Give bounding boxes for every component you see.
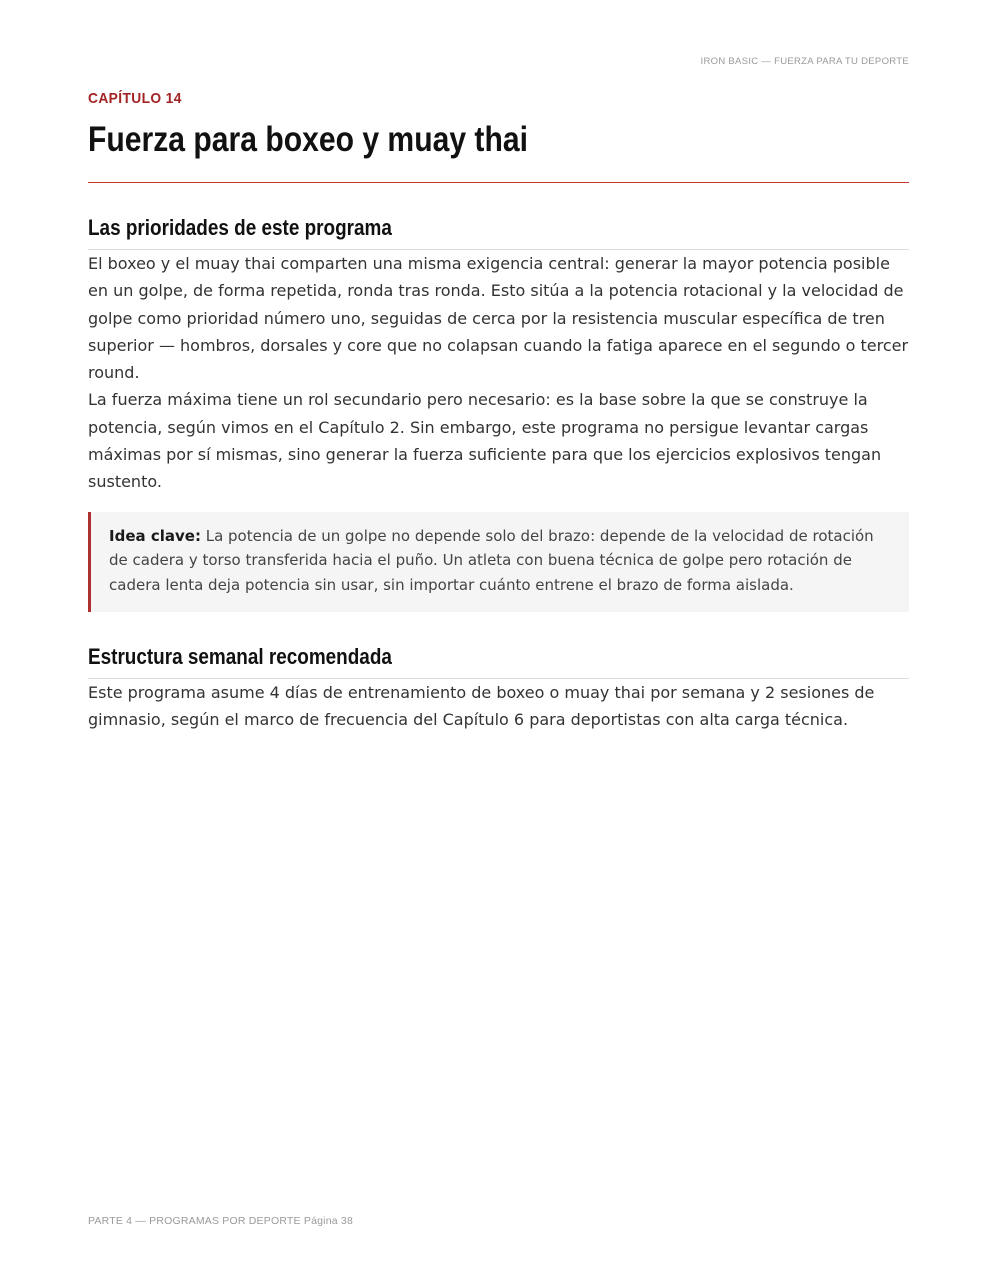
page-number: 38 (340, 1215, 353, 1227)
page-content (88, 88, 909, 734)
section-priorities (88, 213, 909, 612)
footer-part: PARTE 4 — PROGRAMAS POR DEPORTE (88, 1215, 301, 1227)
page-footer (88, 1215, 353, 1227)
callout-body: La potencia de un golpe no depende solo del brazo: depende de la velocidad de rotación de cadera y torso transferida hacia el puño. Un atleta con buena técnica de golpe pero rotación de cadera lenta deja potencia sin usar, sin importar cuánto entrene el brazo de forma aislada. (109, 526, 874, 594)
footer-page-label: Página (303, 1215, 338, 1227)
section-heading: Las prioridades de este programa (88, 215, 392, 240)
callout-text (109, 524, 887, 598)
body-paragraph: Este programa asume 4 días de entrenamiento de boxeo o muay thai por semana y 2 sesiones de gimnasio, según el marco de frecuencia del Capítulo 6 para deportistas con alta carga técnica. (88, 683, 875, 730)
key-idea-callout (88, 512, 909, 613)
title-divider (88, 182, 909, 183)
section-heading: Estructura semanal recomendada (88, 644, 392, 670)
callout-lead: Idea clave: (109, 526, 201, 545)
body-paragraph: La fuerza máxima tiene un rol secundario pero necesario: es la base sobre la que se construye la potencia, según vimos en el Capítulo 2. Sin embargo, este programa no persigue levantar cargas máximas por sí mismas, sino generar la fuerza suficiente para que los ejercicios explosivos tengan sustento. (88, 390, 882, 492)
body-paragraph: El boxeo y el muay thai comparten una misma exigencia central: generar la mayor potencia posible en un golpe, de forma repetida, ronda tras ronda. Esto sitúa a la potencia rotacional y la velocidad de golpe como prioridad número uno, seguidas de cerca por la resistencia muscular específica de tren superior — hombros, dorsales y core que no colapsan cuando la fatiga aparece en el segundo o tercer round. (88, 254, 909, 383)
section-weekly-structure (88, 642, 909, 734)
chapter-title: Fuerza para boxeo y muay thai (88, 120, 528, 159)
chapter-label: CAPÍTULO 14 (88, 90, 182, 107)
running-header: IRON BASIC — FUERZA PARA TU DEPORTE (700, 56, 909, 67)
